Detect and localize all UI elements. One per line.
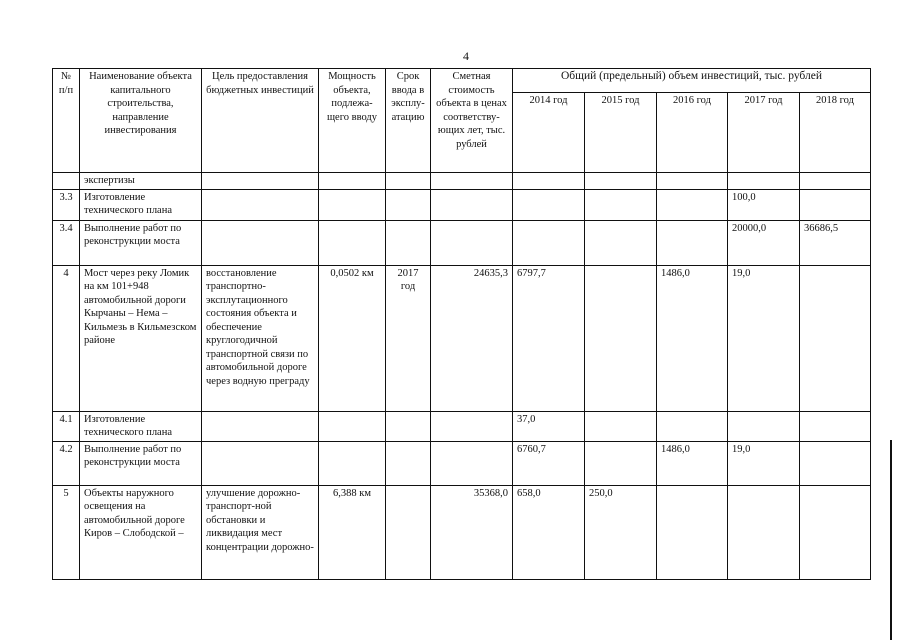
cell-term: [386, 441, 431, 485]
cell-term: [386, 220, 431, 265]
cell-goal: [202, 173, 319, 190]
cell-goal: [202, 441, 319, 485]
cell-capacity: [319, 189, 386, 220]
cell-year-value: [513, 173, 585, 190]
cell-year-value: [585, 220, 657, 265]
cell-year-value: 100,0: [728, 189, 800, 220]
cell-goal: [202, 220, 319, 265]
cell-year-value: [585, 189, 657, 220]
cell-name: Выполнение работ по реконструкции моста: [80, 220, 202, 265]
cell-name: Изготовление технического плана: [80, 411, 202, 441]
cell-num: 4.1: [53, 411, 80, 441]
cell-num: [53, 173, 80, 190]
cell-year-value: 1486,0: [657, 265, 728, 411]
table-row: [53, 220, 871, 265]
cell-capacity: [319, 411, 386, 441]
table-row: [53, 173, 871, 190]
cell-year-value: [513, 189, 585, 220]
cell-year-value: [657, 411, 728, 441]
investment-table: [52, 68, 871, 580]
cell-year-value: 6797,7: [513, 265, 585, 411]
cell-num: 3.3: [53, 189, 80, 220]
cell-term: 2017 год: [386, 265, 431, 411]
cell-year-value: 19,0: [728, 441, 800, 485]
header-term: Срок ввода в эксплу-атацию: [386, 69, 431, 173]
cell-year-value: [657, 220, 728, 265]
cell-year-value: [800, 441, 871, 485]
cell-year-value: [728, 173, 800, 190]
cell-year-value: [657, 173, 728, 190]
page-edge: [890, 440, 892, 640]
header-year: 2014 год: [513, 93, 585, 173]
cell-cost: [431, 189, 513, 220]
header-year: 2015 год: [585, 93, 657, 173]
header-capacity: Мощность объекта, подлежа-щего вводу: [319, 69, 386, 173]
cell-year-value: [728, 411, 800, 441]
cell-year-value: [800, 485, 871, 579]
cell-year-value: 6760,7: [513, 441, 585, 485]
header-total: Общий (предельный) объем инвестиций, тыс. рублей: [513, 69, 871, 93]
cell-num: 5: [53, 485, 80, 579]
cell-year-value: [585, 173, 657, 190]
cell-name: Выполнение работ по реконструкции моста: [80, 441, 202, 485]
cell-term: [386, 411, 431, 441]
header-cost: Сметная стоимость объекта в ценах соответству-ющих лет, тыс. рублей: [431, 69, 513, 173]
header-num: № п/п: [53, 69, 80, 173]
cell-goal: восстановление транспортно-эксплутационного состояния объекта и обеспечение круглогодичной транспортной связи по автомобильной дороге через водную преграду: [202, 265, 319, 411]
header-goal: Цель предоставления бюджетных инвестиций: [202, 69, 319, 173]
header-name: Наименование объекта капитального строительства, направление инвестирования: [80, 69, 202, 173]
cell-cost: [431, 173, 513, 190]
cell-capacity: [319, 441, 386, 485]
table-row: [53, 411, 871, 441]
cell-num: 3.4: [53, 220, 80, 265]
cell-goal: улучшение дорожно-транспорт-ной обстановки и ликвидация мест концентрации дорожно-: [202, 485, 319, 579]
cell-year-value: [728, 485, 800, 579]
cell-year-value: 658,0: [513, 485, 585, 579]
cell-name: Объекты наружного освещения на автомобильной дороге Киров – Слободской –: [80, 485, 202, 579]
cell-year-value: [800, 265, 871, 411]
cell-year-value: [800, 189, 871, 220]
cell-capacity: [319, 173, 386, 190]
cell-year-value: [800, 411, 871, 441]
page-number: 4: [463, 49, 469, 63]
cell-cost: 24635,3: [431, 265, 513, 411]
cell-year-value: 20000,0: [728, 220, 800, 265]
cell-year-value: [657, 485, 728, 579]
cell-year-value: [657, 189, 728, 220]
cell-year-value: [585, 265, 657, 411]
header-year: 2018 год: [800, 93, 871, 173]
cell-year-value: 36686,5: [800, 220, 871, 265]
cell-cost: 35368,0: [431, 485, 513, 579]
header-row: [53, 69, 871, 93]
header-year: 2017 год: [728, 93, 800, 173]
cell-year-value: 19,0: [728, 265, 800, 411]
cell-cost: [431, 220, 513, 265]
cell-capacity: 0,0502 км: [319, 265, 386, 411]
cell-year-value: [585, 411, 657, 441]
cell-year-value: 1486,0: [657, 441, 728, 485]
table-row: [53, 189, 871, 220]
table-row: [53, 265, 871, 411]
cell-term: [386, 173, 431, 190]
cell-year-value: [800, 173, 871, 190]
cell-capacity: [319, 220, 386, 265]
table-row: [53, 441, 871, 485]
cell-term: [386, 189, 431, 220]
cell-goal: [202, 189, 319, 220]
cell-capacity: 6,388 км: [319, 485, 386, 579]
cell-year-value: [585, 441, 657, 485]
cell-num: 4.2: [53, 441, 80, 485]
cell-name: Мост через реку Ломик на км 101+948 автомобильной дороги Кырчаны – Нема – Кильмезь в Кильмезском районе: [80, 265, 202, 411]
cell-name: экспертизы: [80, 173, 202, 190]
cell-year-value: 250,0: [585, 485, 657, 579]
cell-term: [386, 485, 431, 579]
cell-cost: [431, 411, 513, 441]
header-year: 2016 год: [657, 93, 728, 173]
cell-name: Изготовление технического плана: [80, 189, 202, 220]
cell-num: 4: [53, 265, 80, 411]
cell-year-value: [513, 220, 585, 265]
cell-cost: [431, 441, 513, 485]
table-row: [53, 485, 871, 579]
cell-goal: [202, 411, 319, 441]
cell-year-value: 37,0: [513, 411, 585, 441]
